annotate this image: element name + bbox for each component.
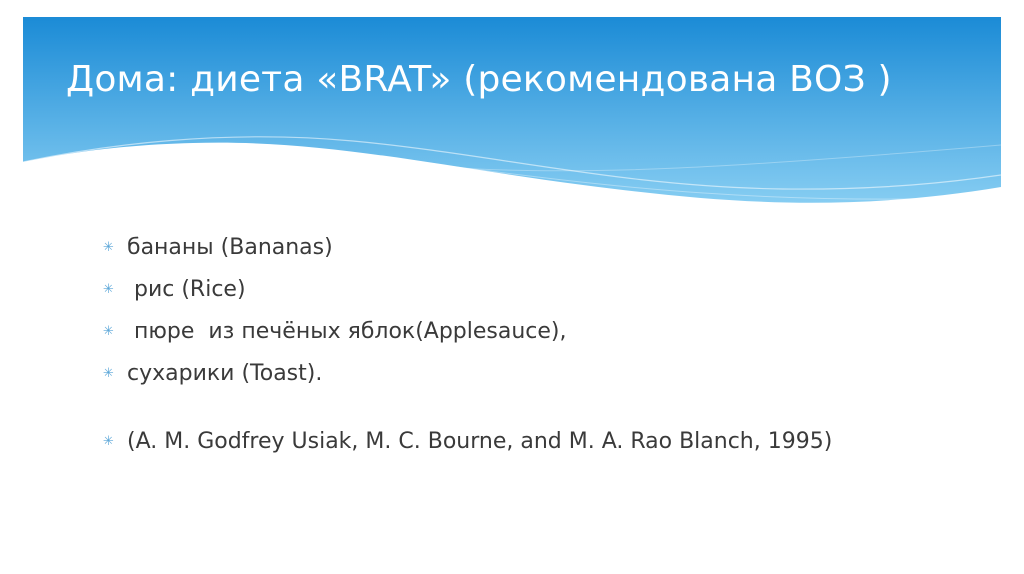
bullet-icon: ✳ <box>103 324 114 339</box>
list-item-text: рис (Rice) <box>127 277 246 302</box>
bullet-list <box>103 231 963 467</box>
bullet-icon: ✳ <box>103 240 114 255</box>
list-item-text: бананы (Bananas) <box>127 235 333 260</box>
list-item <box>103 357 963 391</box>
wave-background <box>23 17 1001 217</box>
reference-text: (A. M. Godfrey Usiak, M. C. Bourne, and M. A. Rao Blanch, 1995) <box>127 429 833 454</box>
list-item <box>103 273 963 307</box>
bullet-icon: ✳ <box>103 282 114 297</box>
slide-title: Дома: диета «BRAT» (рекомендована ВОЗ ) <box>66 59 892 100</box>
list-item-text: сухарики (Toast). <box>127 361 323 386</box>
slide <box>23 17 1001 557</box>
list-item-text: пюре из печёных яблок(Applesauce), <box>127 319 567 344</box>
bullet-icon: ✳ <box>103 434 114 449</box>
list-item <box>103 231 963 265</box>
header-banner <box>23 17 1001 217</box>
bullet-icon: ✳ <box>103 366 114 381</box>
list-item <box>103 315 963 349</box>
reference-item <box>103 425 887 459</box>
